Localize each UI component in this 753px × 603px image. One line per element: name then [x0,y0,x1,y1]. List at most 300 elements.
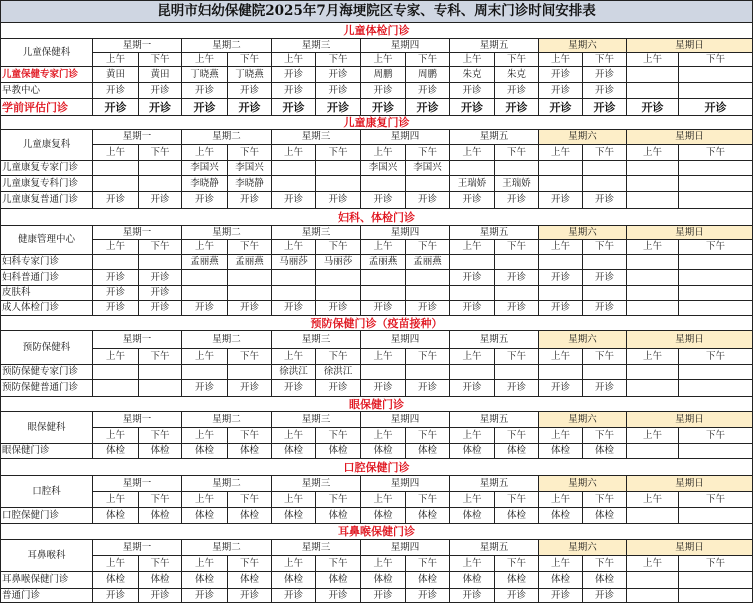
clinic-label: 眼保健门诊 [1,444,93,459]
am-header: 上午 [93,556,139,572]
schedule-cell: 王瑞娇 [450,176,495,192]
day-header: 星期五 [450,39,539,53]
schedule-cell: 开诊 [139,270,182,286]
schedule-cell [93,365,139,380]
pm-header: 下午 [139,240,182,255]
clinic-label: 妇科专家门诊 [1,255,93,270]
schedule-cell: 开诊 [316,301,361,316]
schedule-cell: 体检 [182,572,228,589]
schedule-cell: 开诊 [450,380,495,397]
department-name: 眼保健科 [1,412,93,444]
schedule-cell [539,161,583,176]
schedule-cell: 周鹏 [406,67,450,83]
schedule-cell [139,255,182,270]
pm-header: 下午 [679,428,753,444]
schedule-cell: 开诊 [93,270,139,286]
schedule-cell: 开诊 [406,99,450,116]
am-header: 上午 [182,556,228,572]
schedule-cell: 黄田 [139,67,182,83]
pm-header: 下午 [583,428,627,444]
schedule-cell: 马丽莎 [272,255,316,270]
pm-header: 下午 [316,349,361,365]
section-title: 妇科、体检门诊 [1,209,753,226]
day-header: 星期日 [627,226,753,240]
schedule-cell [316,270,361,286]
schedule-cell [272,176,316,192]
schedule-cell: 开诊 [361,99,406,116]
clinic-label: 妇科普通门诊 [1,270,93,286]
schedule-cell [679,380,753,397]
schedule-cell [679,192,753,209]
section-title: 眼保健门诊 [1,397,753,412]
day-header: 星期三 [272,130,361,145]
am-header: 上午 [539,145,583,161]
pm-header: 下午 [228,349,272,365]
clinic-label: 皮肤科 [1,286,93,301]
am-header: 上午 [182,53,228,67]
schedule-cell [495,286,539,301]
schedule-cell: 开诊 [93,286,139,301]
schedule-cell: 开诊 [406,589,450,603]
schedule-cell: 开诊 [406,380,450,397]
am-header: 上午 [627,492,679,508]
pm-header: 下午 [495,145,539,161]
schedule-cell: 开诊 [583,99,627,116]
schedule-cell [182,286,228,301]
am-header: 上午 [93,240,139,255]
schedule-cell: 开诊 [182,83,228,99]
am-header: 上午 [272,145,316,161]
schedule-cell: 体检 [495,444,539,459]
pm-header: 下午 [679,53,753,67]
schedule-cell: 开诊 [539,83,583,99]
schedule-cell [627,270,679,286]
pm-header: 下午 [406,492,450,508]
schedule-cell [495,255,539,270]
schedule-cell: 开诊 [361,301,406,316]
schedule-cell: 开诊 [228,99,272,116]
schedule-cell [679,301,753,316]
pm-header: 下午 [139,145,182,161]
day-header: 星期一 [93,226,182,240]
schedule-cell: 体检 [139,508,182,524]
am-header: 上午 [627,145,679,161]
schedule-cell: 开诊 [583,270,627,286]
am-header: 上午 [182,428,228,444]
am-header: 上午 [361,428,406,444]
day-header: 星期六 [539,39,627,53]
day-header: 星期日 [627,39,753,53]
schedule-cell: 开诊 [539,301,583,316]
pm-header: 下午 [406,428,450,444]
pm-header: 下午 [406,349,450,365]
schedule-cell: 开诊 [139,192,182,209]
am-header: 上午 [539,240,583,255]
schedule-cell: 体检 [228,444,272,459]
schedule-cell: 开诊 [450,99,495,116]
day-header: 星期五 [450,130,539,145]
pm-header: 下午 [139,556,182,572]
schedule-cell: 开诊 [679,99,753,116]
schedule-cell [679,572,753,589]
pm-header: 下午 [679,556,753,572]
day-header: 星期日 [627,412,753,428]
schedule-cell: 体检 [450,444,495,459]
schedule-cell [406,365,450,380]
schedule-cell: 开诊 [316,83,361,99]
schedule-cell: 开诊 [583,67,627,83]
section-title: 预防保健门诊（疫苗接种） [1,316,753,331]
schedule-cell [583,255,627,270]
day-header: 星期二 [182,476,272,492]
schedule-cell: 孟丽燕 [361,255,406,270]
am-header: 上午 [272,240,316,255]
schedule-cell [627,444,679,459]
section-title: 儿童体检门诊 [1,23,753,39]
day-header: 星期六 [539,540,627,556]
am-header: 上午 [627,428,679,444]
pm-header: 下午 [406,53,450,67]
schedule-cell: 开诊 [583,301,627,316]
schedule-cell: 体检 [450,572,495,589]
schedule-cell: 体检 [450,508,495,524]
day-header: 星期四 [361,226,450,240]
am-header: 上午 [539,53,583,67]
day-header: 星期一 [93,130,182,145]
schedule-cell: 体检 [539,508,583,524]
schedule-cell: 体检 [583,508,627,524]
schedule-cell: 开诊 [627,99,679,116]
schedule-cell: 体检 [583,572,627,589]
schedule-cell: 开诊 [450,589,495,603]
am-header: 上午 [361,349,406,365]
pm-header: 下午 [139,492,182,508]
schedule-cell: 开诊 [316,589,361,603]
schedule-cell [272,161,316,176]
day-header: 星期三 [272,540,361,556]
schedule-cell [450,365,495,380]
schedule-cell: 开诊 [583,380,627,397]
schedule-cell [583,365,627,380]
day-header: 星期四 [361,540,450,556]
day-header: 星期二 [182,39,272,53]
schedule-cell: 体检 [139,444,182,459]
day-header: 星期三 [272,331,361,349]
schedule-cell [228,365,272,380]
schedule-cell: 开诊 [361,380,406,397]
schedule-cell: 体检 [93,572,139,589]
schedule-cell: 开诊 [450,270,495,286]
schedule-cell [139,176,182,192]
day-header: 星期日 [627,540,753,556]
pm-header: 下午 [679,240,753,255]
schedule-cell: 开诊 [182,301,228,316]
pm-header: 下午 [583,53,627,67]
schedule-cell: 开诊 [272,99,316,116]
day-header: 星期六 [539,130,627,145]
schedule-cell: 开诊 [406,301,450,316]
pm-header: 下午 [316,428,361,444]
schedule-cell: 开诊 [139,301,182,316]
schedule-cell [93,255,139,270]
am-header: 上午 [361,240,406,255]
schedule-cell [495,365,539,380]
day-header: 星期三 [272,412,361,428]
schedule-cell: 体检 [583,444,627,459]
schedule-cell: 孟丽燕 [182,255,228,270]
schedule-cell: 李国兴 [406,161,450,176]
schedule-cell: 开诊 [539,99,583,116]
schedule-cell [450,255,495,270]
am-header: 上午 [627,349,679,365]
schedule-cell: 体检 [495,572,539,589]
schedule-cell: 开诊 [495,589,539,603]
department-name: 耳鼻喉科 [1,540,93,572]
am-header: 上午 [539,428,583,444]
schedule-cell: 开诊 [182,380,228,397]
schedule-cell: 开诊 [495,83,539,99]
schedule-cell: 开诊 [228,192,272,209]
schedule-cell: 体检 [272,508,316,524]
clinic-label: 学前评估门诊 [1,99,93,116]
pm-header: 下午 [679,349,753,365]
am-header: 上午 [93,145,139,161]
schedule-cell: 孟丽燕 [228,255,272,270]
section-title: 口腔保健门诊 [1,459,753,476]
schedule-cell [139,161,182,176]
pm-header: 下午 [139,428,182,444]
schedule-cell: 体检 [406,444,450,459]
schedule-cell [228,286,272,301]
schedule-cell: 开诊 [583,192,627,209]
day-header: 星期六 [539,226,627,240]
day-header: 星期二 [182,226,272,240]
schedule-cell [316,161,361,176]
pm-header: 下午 [495,492,539,508]
schedule-cell: 开诊 [139,83,182,99]
am-header: 上午 [182,145,228,161]
day-header: 星期五 [450,226,539,240]
schedule-cell [627,572,679,589]
schedule-cell [627,380,679,397]
schedule-cell [627,365,679,380]
pm-header: 下午 [228,240,272,255]
pm-header: 下午 [583,349,627,365]
schedule-cell [627,83,679,99]
pm-header: 下午 [228,492,272,508]
schedule-cell: 开诊 [450,301,495,316]
schedule-cell: 开诊 [272,67,316,83]
schedule-cell [361,270,406,286]
clinic-label: 普通门诊 [1,589,93,603]
pm-header: 下午 [139,349,182,365]
schedule-cell: 开诊 [272,301,316,316]
day-header: 星期二 [182,331,272,349]
schedule-cell: 体检 [495,508,539,524]
clinic-label: 早教中心 [1,83,93,99]
schedule-cell: 开诊 [182,192,228,209]
day-header: 星期四 [361,130,450,145]
schedule-cell [679,83,753,99]
schedule-cell: 体检 [406,508,450,524]
schedule-cell [182,365,228,380]
am-header: 上午 [361,53,406,67]
day-header: 星期四 [361,476,450,492]
am-header: 上午 [539,556,583,572]
pm-header: 下午 [316,492,361,508]
schedule-cell [583,286,627,301]
pm-header: 下午 [679,492,753,508]
clinic-label: 儿童康复专科门诊 [1,176,93,192]
department-name: 预防保健科 [1,331,93,365]
day-header: 星期一 [93,540,182,556]
pm-header: 下午 [495,428,539,444]
am-header: 上午 [450,240,495,255]
schedule-cell [679,286,753,301]
day-header: 星期五 [450,331,539,349]
schedule-cell [228,270,272,286]
pm-header: 下午 [583,492,627,508]
day-header: 星期三 [272,39,361,53]
schedule-cell: 体检 [406,572,450,589]
schedule-cell: 体检 [272,444,316,459]
schedule-cell [495,161,539,176]
schedule-cell [627,255,679,270]
day-header: 星期六 [539,412,627,428]
schedule-cell: 开诊 [450,83,495,99]
am-header: 上午 [539,492,583,508]
schedule-cell: 孟丽燕 [406,255,450,270]
schedule-cell: 开诊 [495,99,539,116]
am-header: 上午 [93,349,139,365]
schedule-cell: 开诊 [406,192,450,209]
schedule-cell: 开诊 [495,270,539,286]
am-header: 上午 [627,240,679,255]
schedule-cell: 朱克 [495,67,539,83]
am-header: 上午 [450,492,495,508]
schedule-cell: 体检 [316,444,361,459]
day-header: 星期一 [93,39,182,53]
schedule-cell: 李晓静 [182,176,228,192]
schedule-cell [679,67,753,83]
pm-header: 下午 [316,53,361,67]
schedule-cell: 开诊 [93,589,139,603]
pm-header: 下午 [406,556,450,572]
schedule-cell: 体检 [93,508,139,524]
schedule-cell: 开诊 [228,83,272,99]
clinic-label: 预防保健普通门诊 [1,380,93,397]
schedule-cell: 王瑞娇 [495,176,539,192]
schedule-cell: 开诊 [495,192,539,209]
pm-header: 下午 [406,145,450,161]
schedule-cell [679,255,753,270]
pm-header: 下午 [228,53,272,67]
schedule-cell: 开诊 [182,589,228,603]
am-header: 上午 [361,145,406,161]
schedule-cell: 体检 [539,572,583,589]
schedule-cell [272,286,316,301]
day-header: 星期二 [182,130,272,145]
schedule-cell: 开诊 [361,192,406,209]
schedule-cell [539,255,583,270]
schedule-cell [406,270,450,286]
schedule-cell: 开诊 [139,589,182,603]
schedule-cell: 开诊 [361,83,406,99]
schedule-cell: 开诊 [361,589,406,603]
clinic-label: 成人体检门诊 [1,301,93,316]
schedule-cell [679,161,753,176]
pm-header: 下午 [228,145,272,161]
schedule-cell: 开诊 [583,83,627,99]
page-title: 昆明市妇幼保健院2025年7月海埂院区专家、专科、周末门诊时间安排表 [1,1,753,23]
schedule-cell: 开诊 [272,83,316,99]
day-header: 星期日 [627,476,753,492]
schedule-cell [679,444,753,459]
pm-header: 下午 [495,349,539,365]
schedule-cell: 体检 [182,444,228,459]
schedule-cell: 开诊 [93,83,139,99]
am-header: 上午 [450,145,495,161]
am-header: 上午 [182,492,228,508]
schedule-cell [406,176,450,192]
schedule-cell: 开诊 [93,301,139,316]
day-header: 星期四 [361,412,450,428]
schedule-cell: 体检 [316,508,361,524]
schedule-cell [627,161,679,176]
am-header: 上午 [539,349,583,365]
am-header: 上午 [272,556,316,572]
am-header: 上午 [361,492,406,508]
am-header: 上午 [361,556,406,572]
schedule-cell [679,176,753,192]
day-header: 星期三 [272,476,361,492]
day-header: 星期六 [539,476,627,492]
schedule-cell [679,508,753,524]
schedule-cell [406,286,450,301]
pm-header: 下午 [583,240,627,255]
schedule-cell: 开诊 [272,589,316,603]
pm-header: 下午 [495,556,539,572]
schedule-cell: 开诊 [228,301,272,316]
department-name: 儿童保健科 [1,39,93,67]
pm-header: 下午 [316,145,361,161]
pm-header: 下午 [583,145,627,161]
day-header: 星期日 [627,331,753,349]
schedule-cell [679,365,753,380]
schedule-cell: 李国兴 [361,161,406,176]
am-header: 上午 [182,349,228,365]
pm-header: 下午 [495,53,539,67]
section-title: 耳鼻喉保健门诊 [1,524,753,540]
schedule-cell: 开诊 [539,270,583,286]
schedule-cell [627,192,679,209]
schedule-cell [316,176,361,192]
schedule-cell: 体检 [316,572,361,589]
schedule-cell: 开诊 [182,99,228,116]
day-header: 星期日 [627,130,753,145]
schedule-cell [679,270,753,286]
department-name: 儿童康复科 [1,130,93,161]
schedule-cell: 体检 [228,572,272,589]
schedule-cell: 体检 [361,508,406,524]
schedule-cell: 黄田 [93,67,139,83]
day-header: 星期一 [93,412,182,428]
schedule-cell: 体检 [93,444,139,459]
schedule-cell: 体检 [139,572,182,589]
day-header: 星期一 [93,331,182,349]
pm-header: 下午 [583,556,627,572]
schedule-cell: 徐洪江 [272,365,316,380]
